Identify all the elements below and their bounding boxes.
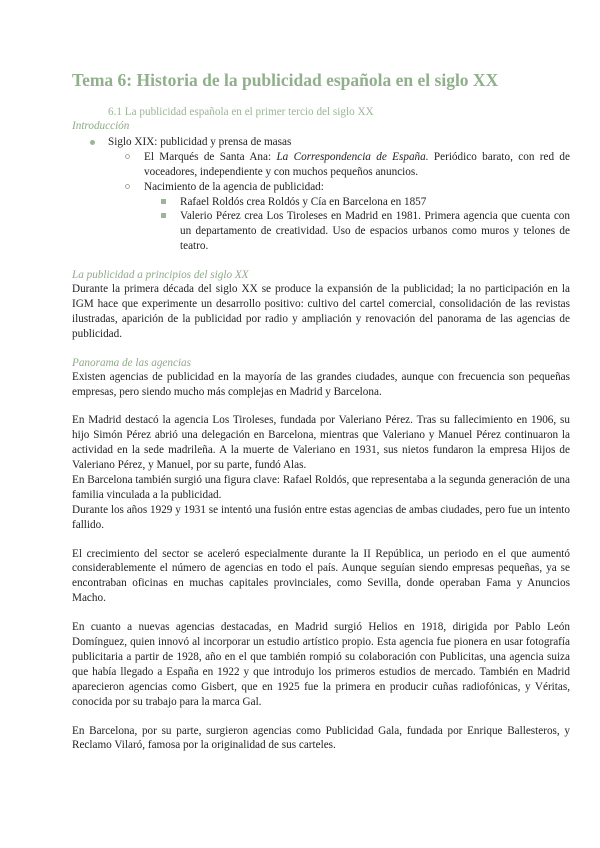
section-heading-agencias: Panorama de las agencias	[72, 356, 192, 369]
section-subheading: 6.1 La publicidad española en el primer tercio del siglo XX	[108, 106, 374, 118]
list-item	[72, 135, 570, 254]
circle-bullet-icon	[125, 154, 130, 159]
square-bullet-icon	[161, 213, 166, 218]
paragraph: Existen agencias de publicidad en la mayoría de las grandes ciudades, aunque con frecuencia son pequeñas empresas, pero siendo mucho más complejas en Madrid y Barcelona.	[72, 370, 570, 398]
square-bullet-icon	[161, 199, 166, 204]
paragraph: En Barcelona también surgió una figura clave: Rafael Roldós, que representaba a la segunda generación de una familia vinculada a la publicidad.	[72, 474, 570, 501]
paragraph: En Madrid destacó la agencia Los Tiroleses, fundada por Valeriano Pérez. Tras su fallecimiento en 1906, su hijo Simón Pérez abrió una delegación en Barcelona, mientras que Valeriano y Manuel Pérez continuaron la actividad en la sede madrileña. A la muerte de Valeriano en 1931, sus nietos fundaron la empresa Hijos de Valeriano Pérez, y Manuel, por su parte, fundó Alas.	[72, 414, 570, 472]
circle-bullet-icon	[125, 184, 130, 189]
list-item	[108, 150, 570, 180]
intro-list	[72, 135, 570, 254]
section-heading-early-xx: La publicidad a principios del siglo XX	[72, 269, 249, 282]
agency-item-text: Rafael Roldós crea Roldós y Cía en Barcelona en 1857	[180, 195, 427, 208]
bullet-icon	[90, 140, 95, 145]
sub-item-prefix: El Marqués de Santa Ana:	[144, 150, 277, 163]
list-item	[144, 209, 570, 254]
agency-item-text: Valerio Pérez crea Los Tiroleses en Madrid en 1981. Primera agencia que cuenta con un departamento de creatividad. Uso de espacios urbanos como muros y telones de teatro.	[180, 210, 570, 253]
list-item	[144, 195, 570, 210]
paragraph: En cuanto a nuevas agencias destacadas, en Madrid surgió Helios en 1918, dirigida por Pablo León Domínguez, quien innovó al incorporar un estudio artístico propio. Esta agencia fue pionera en usar fotografía publicitaria a partir de 1928, año en el que también rompió su colaboración con Publicitas, una agencia suiza que había llegado a España en 1922 y que introdujo los primeros estudios de mercado. También en Madrid aparecieron agencias como Gisbert, que en 1925 fue la primera en producir cuñas radiofónicas, y Véritas, conocida por su trabajo para la marca Gal.	[72, 621, 570, 708]
sub-item-text: Nacimiento de la agencia de publicidad:	[144, 180, 324, 193]
agency-sublist	[144, 195, 570, 255]
sub-item-suffix: Periódico barato, con red de voceadores, independiente y con muchos pequeños anuncios.	[144, 150, 570, 178]
paragraph: Durante la primera década del siglo XX se produce la expansión de la publicidad; la no participación en la IGM hace que experimente un desarrollo positivo: cultivo del cartel comercial, consolidación de las revistas ilustradas, aparición de la publicidad por radio y ampliación y renovación del panorama de las agencias de publicidad.	[72, 283, 570, 340]
intro-item-text: Siglo XIX: publicidad y prensa de masas	[108, 136, 292, 148]
intro-sublist	[108, 150, 570, 254]
paragraph: En Barcelona, por su parte, surgieron agencias como Publicidad Gala, fundada por Enrique Ballesteros, y Reclamo Vilaró, famosa por la originalidad de sus carteles.	[72, 724, 570, 752]
intro-heading: Introducción	[72, 120, 130, 132]
paragraph: Durante los años 1929 y 1931 se intentó una fusión entre estas agencias de ambas ciudades, pero fue un intento fallido.	[72, 503, 570, 531]
list-item	[108, 180, 570, 254]
document-title: Tema 6: Historia de la publicidad española en el siglo XX	[72, 70, 499, 90]
newspaper-title: La Correspondencia de España.	[276, 150, 429, 163]
paragraph: El crecimiento del sector se aceleró especialmente durante la II República, un periodo en el que aumentó considerablemente el número de agencias en todo el país. Aunque seguían siendo empresas pequeñas, ya se encontraban oficinas en muchas capitales provinciales, como Sevilla, donde operaban Fama y Anuncios Macho.	[72, 547, 570, 605]
